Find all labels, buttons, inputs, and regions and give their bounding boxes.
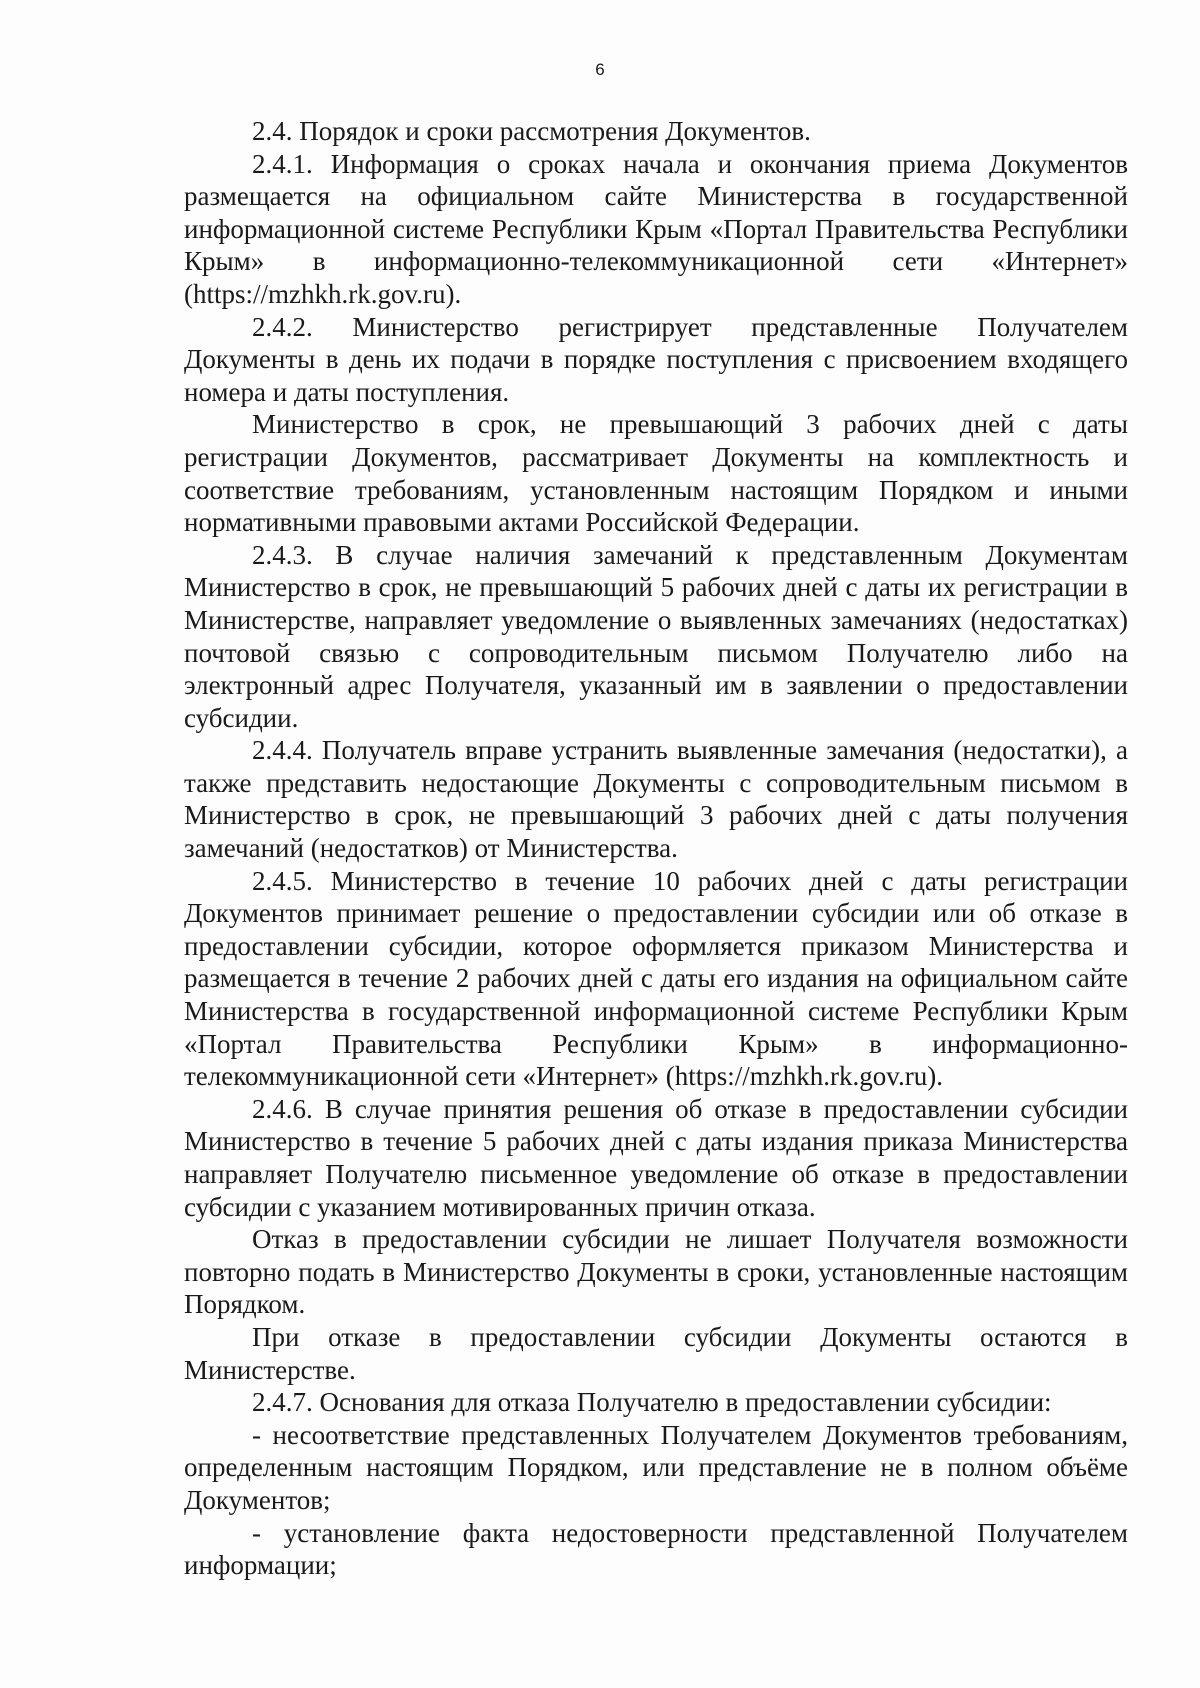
paragraph-review-period: Министерство в срок, не превышающий 3 рабочих дней с даты регистрации Документов, рассматривает Документы на комплектность и соответствие требованиям, установленным настоящим Порядком и иными нормативными правовыми актами Российской Федерации.	[184, 409, 1128, 538]
paragraph-2-4-2: 2.4.2. Министерство регистрирует представленные Получателем Документы в день их подачи в порядке поступления с присвоением входящего номера и даты поступления.	[184, 311, 1128, 407]
paragraph-2-4-1: 2.4.1. Информация о сроках начала и окончания приема Документов размещается на официальном сайте Министерства в государственной информационной системе Республики Крым «Портал Правительства Республики Крым» в информационно-телекоммуникационной сети «Интернет» (https://mzhkh.rk.gov.ru).	[184, 148, 1128, 309]
paragraph-2-4-5: 2.4.5. Министерство в течение 10 рабочих дней с даты регистрации Документов принимает решение о предоставлении субсидии или об отказе в предоставлении субсидии, которое оформляется приказом Министерства и размещается в течение 2 рабочих дней с даты его издания на официальном сайте Министерства в государственной информационной системе Республики Крым «Портал Правительства Республики Крым» в информационно-телекоммуникационной сети «Интернет» (https://mzhkh.rk.gov.ru).	[184, 865, 1128, 1092]
paragraph-refusal-resubmission: Отказ в предоставлении субсидии не лишает Получателя возможности повторно подать в Министерство Документы в сроки, установленные настоящим Порядком.	[184, 1224, 1128, 1320]
paragraph-2-4-7: 2.4.7. Основания для отказа Получателю в предоставлении субсидии:	[252, 1387, 1052, 1418]
section-heading-2-4: 2.4. Порядок и сроки рассмотрения Документов.	[252, 116, 811, 146]
list-item-noncompliance: - несоответствие представленных Получателем Документов требованиям, определенным настоящим Порядком, или представление не в полном объёме Документов;	[184, 1419, 1128, 1515]
page-number: 6	[595, 60, 605, 79]
document-body	[184, 115, 1128, 1582]
paragraph-2-4-3: 2.4.3. В случае наличия замечаний к представленным Документам Министерство в срок, не превышающий 5 рабочих дней с даты их регистрации в Министерстве, направляет уведомление о выявленных замечаниях (недостатках) почтовой связью с сопроводительным письмом Получателю либо на электронный адрес Получателя, указанный им в заявлении о предоставлении субсидии.	[184, 539, 1128, 733]
paragraph-2-4-4: 2.4.4. Получатель вправе устранить выявленные замечания (недостатки), а также представить недостающие Документы с сопроводительным письмом в Министерство в срок, не превышающий 3 рабочих дней с даты получения замечаний (недостатков) от Министерства.	[184, 735, 1128, 864]
paragraph-2-4-6: 2.4.6. В случае принятия решения об отказе в предоставлении субсидии Министерство в течение 5 рабочих дней с даты издания приказа Министерства направляет Получателю письменное уведомление об отказе в предоставлении субсидии с указанием мотивированных причин отказа.	[184, 1093, 1128, 1222]
paragraph-documents-retained: При отказе в предоставлении субсидии Документы остаются в Министерстве.	[184, 1321, 1128, 1385]
list-item-false-information: - установление факта недостоверности представленной Получателем информации;	[184, 1517, 1128, 1581]
